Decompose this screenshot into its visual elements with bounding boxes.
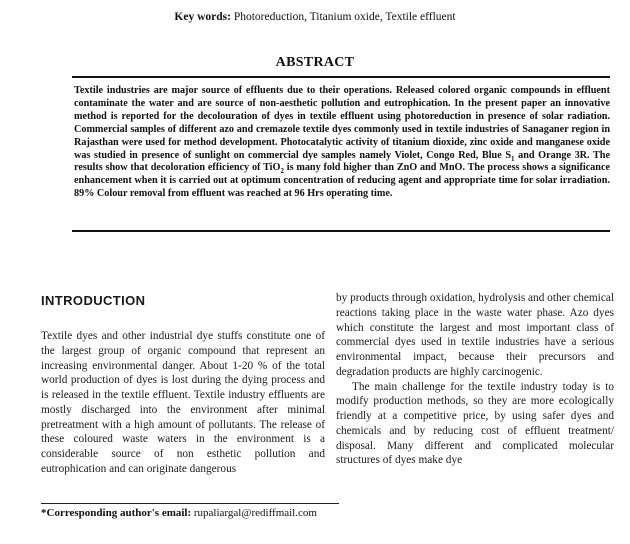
- right-column: [336, 291, 614, 468]
- footnote: [41, 507, 317, 520]
- abstract-text-part3: is many fold higher than ZnO and MnO. The process shows a significance enhancement when it is carried out at optimum concentration of reducing agent and appropriate time for solar irradiation. 89% Colour removal from effluent was reached at 96 Hrs operating time.: [74, 162, 610, 200]
- keywords-text: Photoreduction, Titanium oxide, Textile effluent: [233, 11, 456, 23]
- author-email-link[interactable]: rupaliargal@rediffmail.com: [193, 507, 317, 519]
- introduction-paragraph-2: by products through oxidation, hydrolysis and other chemical reactions taking place in the waste water phase. Azo dyes which constitute the largest and most important class of commercial dyes used in textile industries have a serious environmental impact, because their precursors and degradation products are highly carcinogenic.: [336, 292, 614, 378]
- introduction-heading: INTRODUCTION: [41, 293, 146, 308]
- left-column: [41, 291, 325, 477]
- footnote-label: *Corresponding author's email:: [41, 507, 192, 519]
- abstract-box: [72, 76, 610, 232]
- introduction-paragraph-1: Textile dyes and other industrial dye stuffs constitute one of the largest group of organic compound that represent an increasing environmental danger. About 1-20 % of the total world production of dyes is lost during the dying process and is released in the textile effluent. Textile industry effluents are mostly discharged into the environment after minimal pretreatment with a high amount of pollutants. The release of these coloured waste waters in the environment is a considerable source of non esthetic pollution and eutrophication and can originate dangerous: [41, 330, 325, 475]
- abstract-subscript-2: 2: [280, 167, 284, 176]
- footnote-divider: [41, 503, 339, 504]
- abstract-title: ABSTRACT: [275, 55, 355, 70]
- abstract-text: [74, 85, 610, 201]
- abstract-text-part1: Textile industries are major source of effluents due to their operations. Released colored organic compounds in effluent contaminate the water and are source of non-aesthetic pollution and eutrophication. In the present paper an innovative method is reported for the decolouration of dyes in textile effluent using photoreduction in presence of solar radiation. Commercial samples of different azo and cremazole textile dyes commonly used in textile industries of Sanaganer region in Rajasthan were used for method development. Photocatalytic activity of titanium dioxide, zinc oxide and manganese oxide was studied in presence of sunlight on commercial dye samples namely Violet, Congo Red, Blue S: [74, 85, 610, 161]
- abstract-text-part2: and Orange 3R. The results show that decoloration efficiency of TiO: [74, 149, 610, 174]
- introduction-paragraph-3: The main challenge for the textile industry today is to modify production methods, so they are more ecologically friendly at a competitive price, by using safer dyes and chemicals and by reducing cost of effluent treatment/ disposal. Many different and complicated molecular structures of dyes make dye: [336, 380, 614, 467]
- keywords-label: Key words:: [174, 11, 231, 23]
- keywords-line: [0, 10, 630, 24]
- abstract-subscript-1: 1: [511, 154, 515, 163]
